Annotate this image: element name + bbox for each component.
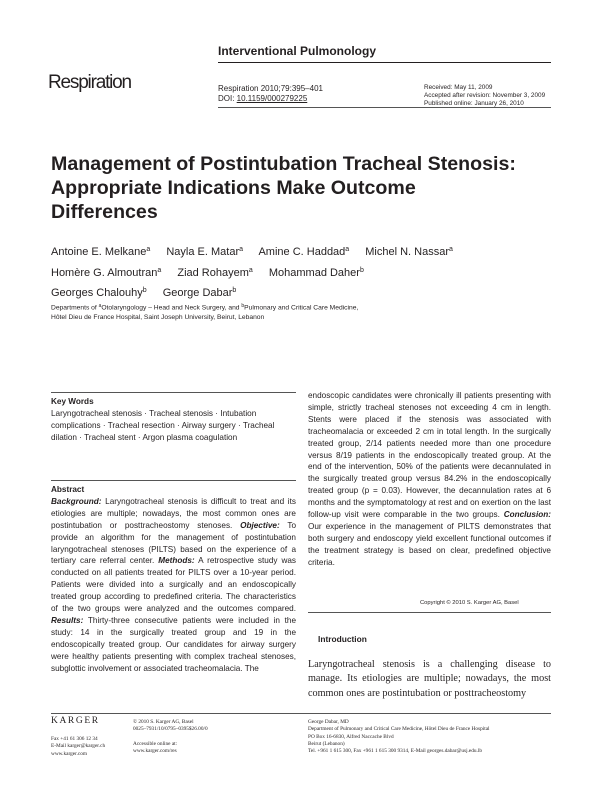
author: Mohammad Daher$^b$ xyxy=(268,266,364,279)
affiliations xyxy=(51,302,521,323)
methods-label: Methods: xyxy=(158,556,195,566)
abstract-text-left: Background: Laryngotracheal stenosis is difficult to treat and its etiologies are multiple; nowadays, the most common ones are postintubation or posttracheostomy stenoses. Objective: To provide an algorithm for the management of postintubation laryngotracheal stenoses (PILTS) based on the experience of a tertiary care referral center. Methods: A retrospective study was conducted on all patients treated for PILTS over a 10-year period. Patients were divided into a surgically and an endoscopically treated group according to predefined criteria. The characteristics of the two groups were analyzed and the outcomes compared. Results: Thirty-three consecutive patients were included in the study: 14 in the surgically treated group and 19 in the endoscopically treated group. Our candidates for airway surgery were healthy patients presenting with complex tracheal stenoses, subglottic involvement or associated tracheomalacia. The xyxy=(51,496,297,673)
correspondence-address: George Dabar, MD Department of Pulmonary and Critical Care Medicine, Hôtel Dieu de France Hospital PO Box 16-6830, Alfred Naccache Blvd Beirut (Lebanon) Tel. +961 1 615 300, Fax +961 1 615 300 9314, E-Mail georges.dabar@usj.edu.lb xyxy=(308,719,490,755)
journal-logo: Respiration xyxy=(48,72,131,93)
publisher-logo: KARGER xyxy=(51,716,100,726)
article-title: Management of Postintubation Tracheal Stenosis: Appropriate Indications Make Outcome Differences xyxy=(51,153,516,223)
footer-rule xyxy=(51,713,551,714)
abstract-text-right: endoscopic candidates were chronically ill patients presenting with simple, strictly tracheal stenoses not exceeding 4 cm in length. Stents were placed if the stenosis was associated with tracheomalacia or exceeded 2 cm in total length. In the surgically treated group, 2/14 patients needed more than one procedure versus 8/19 patients in the endoscopically treated group. At the end of the intervention, 50% of the patients were decannulated in the surgically treated group versus 84.2% in the endoscopically treated group (p = 0.03). However, the decannulation rates at 6 months and the symptomatology at rest and on exertion on the last follow-up visit were comparable in the two groups. Conclusion: Our experience in the management of PILTS demonstrates that both surgery and endoscopy yield excellent functional outcomes if the treatment strategy is based on clear, predefined objective criteria. xyxy=(308,391,551,567)
background-label: Background: xyxy=(51,496,102,506)
author: Homère G. Almoutran$^a$ xyxy=(51,266,162,279)
affiliation-line-2: Hôtel Dieu de France Hospital, Saint Joseph University, Beirut, Lebanon xyxy=(51,314,265,321)
published-date: Published online: January 26, 2010 xyxy=(424,100,524,107)
results-label: Results: xyxy=(51,615,84,625)
citation-block xyxy=(218,84,323,104)
doi-prefix: DOI: xyxy=(218,94,237,103)
copyright-line: Copyright © 2010 S. Karger AG, Basel xyxy=(420,600,519,606)
header-bottom-rule xyxy=(218,107,551,108)
journal-section-title: Interventional Pulmonology xyxy=(218,44,377,58)
abstract-section xyxy=(51,484,296,675)
author: Antoine E. Melkane$^a$ xyxy=(51,246,151,258)
publisher-contact: Fax +41 61 306 12 34 E-Mail karger@karger.ch www.karger.com xyxy=(51,736,106,757)
doi-link[interactable]: 10.1159/000279225 xyxy=(236,94,308,103)
affiliation-line-1: Departments of $^a$Otolaryngology – Head and Neck Surgery, and $^b$Pulmonary and Critical Care Medicine, xyxy=(51,303,359,312)
author: Michel N. Nassar$^a$ xyxy=(365,246,453,258)
author: Amine C. Haddad$^a$ xyxy=(258,246,350,258)
abstract-heading: Abstract xyxy=(51,485,85,494)
keywords-text: Laryngotracheal stenosis · Tracheal stenosis · Intubation complications · Tracheal resection · Airway surgery · Tracheal dilation · Tracheal stent · Argon plasma coagulation xyxy=(51,408,275,442)
abstract-end-rule xyxy=(308,612,551,613)
doi-line xyxy=(218,94,323,104)
keywords-section xyxy=(51,396,296,444)
introduction-heading: Introduction xyxy=(318,634,367,644)
conclusion-label: Conclusion: xyxy=(503,510,551,520)
header-rule xyxy=(218,62,551,63)
author: George Dabar$^b$ xyxy=(162,287,237,299)
objective-label: Objective: xyxy=(240,520,280,530)
author: Nayla E. Matar$^a$ xyxy=(166,246,244,258)
journal-url[interactable]: www.karger.com/res xyxy=(133,748,177,755)
accepted-date: Accepted after revision: November 3, 2009 xyxy=(424,92,546,99)
author-list xyxy=(51,241,551,303)
keywords-heading: Key Words xyxy=(51,397,94,406)
abstract-rule xyxy=(51,480,296,481)
author: Georges Chalouhy$^b$ xyxy=(51,287,147,299)
publication-dates xyxy=(424,84,545,108)
keywords-rule xyxy=(51,392,296,393)
author: Ziad Rohayem$^a$ xyxy=(177,266,253,279)
introduction-text: Laryngotracheal stenosis is a challenging disease to manage. Its etiologies are multiple; nowadays, the most common ones are postintubation or posttracheostomy xyxy=(308,659,551,699)
citation: Respiration 2010;79:395–401 xyxy=(218,84,323,93)
received-date: Received: May 11, 2009 xyxy=(424,84,493,91)
publication-info: © 2010 S. Karger AG, Basel 0025–7931/10/0795–0395$26.00/0 Accessible online at: www.karger.com/res xyxy=(133,719,208,755)
